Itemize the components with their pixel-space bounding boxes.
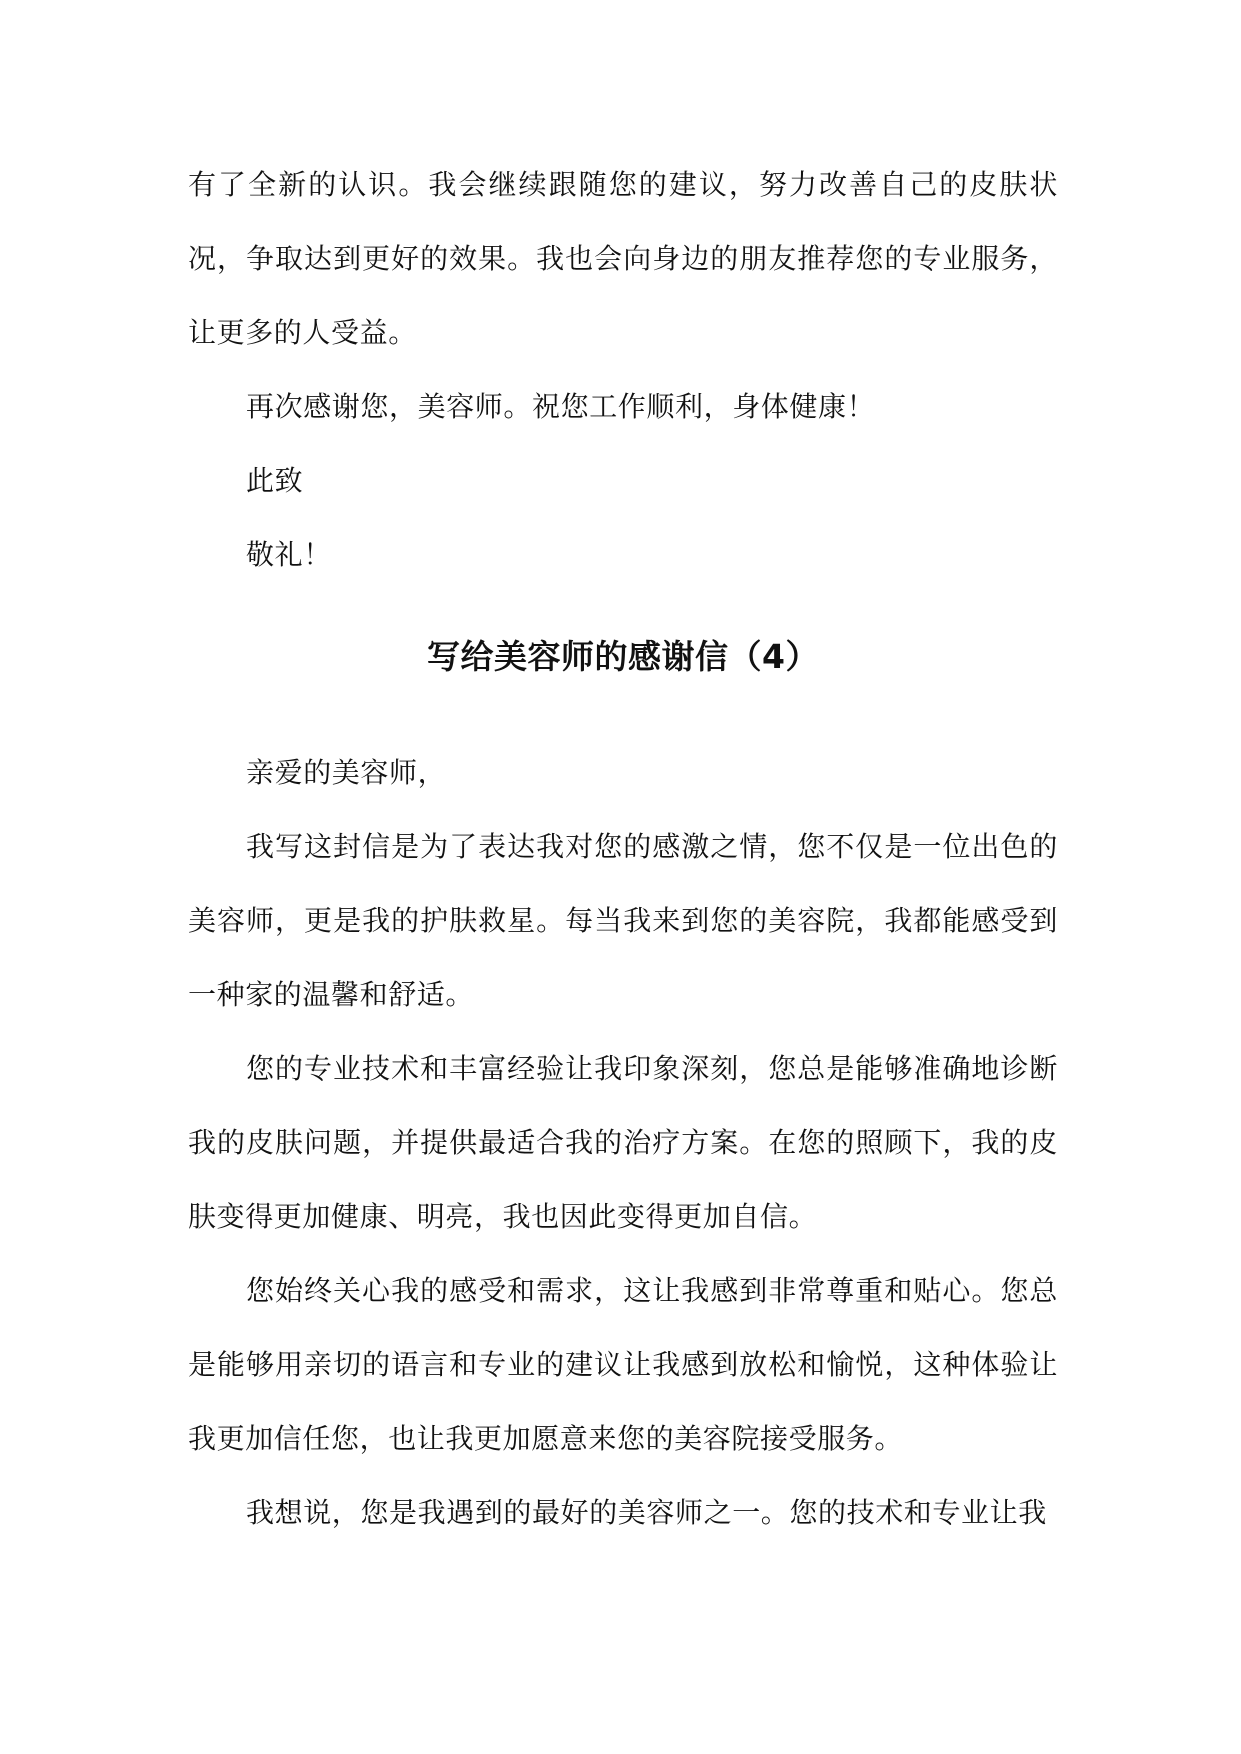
body-paragraph-4: 我想说，您是我遇到的最好的美容师之一。您的技术和专业让我: [246, 1496, 1047, 1529]
closing-line-2: 敬礼！: [246, 538, 332, 571]
letter-title: 写给美容师的感谢信（4）: [427, 637, 819, 676]
continuation-paragraph: 有了全新的认识。我会继续跟随您的建议，努力改善自己的皮肤状况，争取达到更好的效果。我也会向身边的朋友推荐您的专业服务，让更多的人受益。: [188, 168, 1058, 349]
body-paragraph-1: 我写这封信是为了表达我对您的感激之情，您不仅是一位出色的美容师，更是我的护肤救星。每当我来到您的美容院，我都能感受到一种家的温馨和舒适。: [188, 830, 1058, 1011]
page-content: [188, 148, 1058, 1550]
closing-line-1: 此致: [246, 464, 304, 497]
body-paragraph-3: 您始终关心我的感受和需求，这让我感到非常尊重和贴心。您总是能够用亲切的语言和专业的建议让我感到放松和愉悦，这种体验让我更加信任您，也让我更加愿意来您的美容院接受服务。: [188, 1274, 1058, 1455]
salutation: 亲爱的美容师，: [246, 756, 447, 789]
thanks-again-paragraph: 再次感谢您，美容师。祝您工作顺利，身体健康！: [246, 390, 876, 423]
body-paragraph-2: 您的专业技术和丰富经验让我印象深刻，您总是能够准确地诊断我的皮肤问题，并提供最适合我的治疗方案。在您的照顾下，我的皮肤变得更加健康、明亮，我也因此变得更加自信。: [188, 1052, 1058, 1233]
